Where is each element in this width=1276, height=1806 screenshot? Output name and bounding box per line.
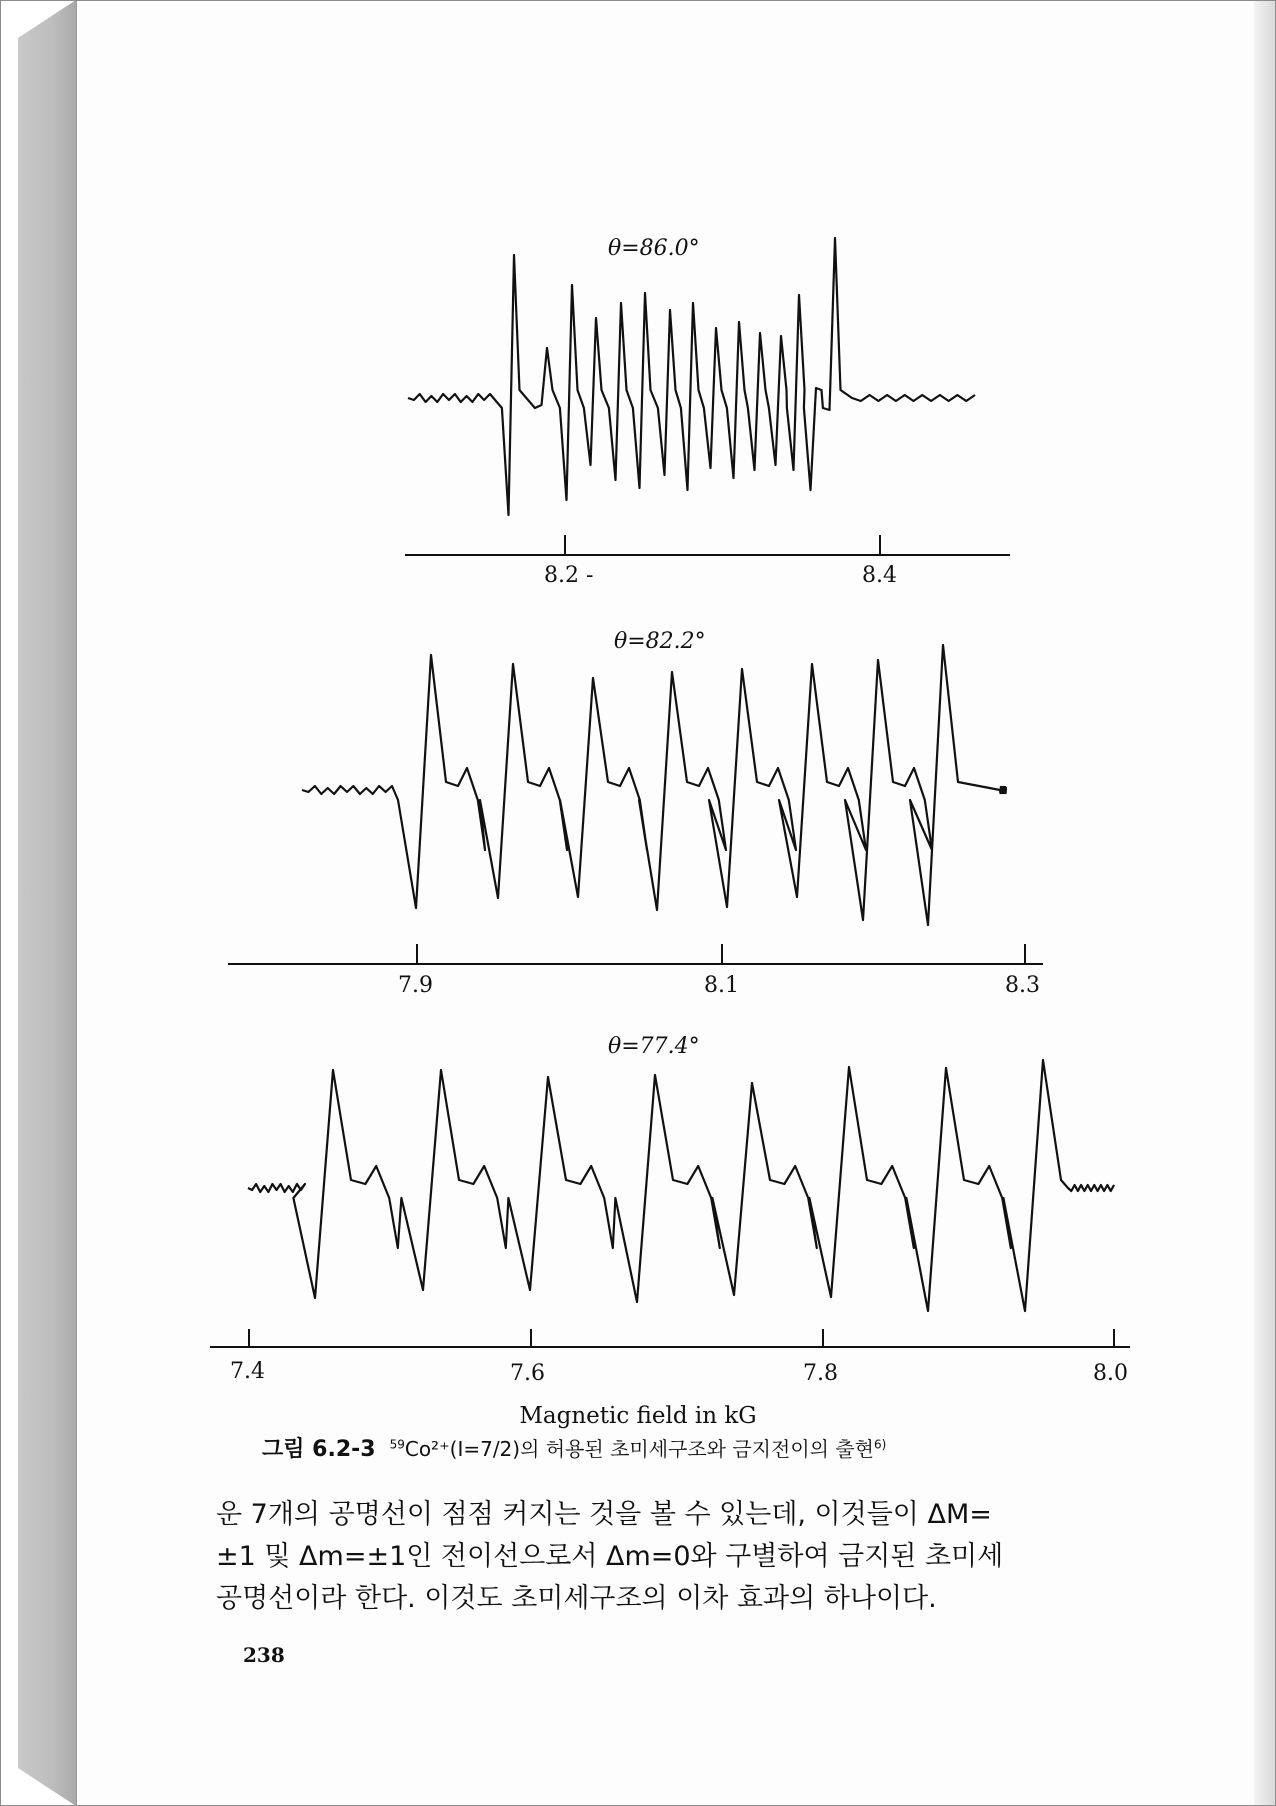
panel-2-title: θ=82.2° — [614, 629, 706, 654]
body-paragraph — [216, 1494, 1134, 1620]
panel-3-tick-label-7.4: 7.4 — [230, 1359, 265, 1384]
panel-2-tick-label-8.3: 8.3 — [1005, 973, 1040, 998]
spectrum-panel-3 — [210, 1034, 1130, 1386]
caption-text: Co²⁺(I=7/2)의 허용된 초미세구조와 금지전이의 출현 — [404, 1437, 874, 1461]
panel-3-tick-label-8.0: 8.0 — [1093, 1361, 1128, 1386]
figure-number: 그림 6.2-3 — [262, 1437, 376, 1462]
panel-3-tick-label-7.6: 7.6 — [510, 1361, 545, 1386]
panel-2-tick-label-7.9: 7.9 — [398, 973, 433, 998]
body-line-3: 공명선이라 한다. 이것도 초미세구조의 이차 효과의 하나이다. — [216, 1583, 937, 1614]
panel-1-tick-label-8.2: 8.2 - — [544, 563, 594, 588]
panel-2-trace — [302, 645, 1006, 925]
panel-2-tick-label-8.1: 8.1 — [704, 973, 739, 998]
isotope-mass-number: 59 — [389, 1437, 405, 1452]
panel-1-tick-label-8.4: 8.4 — [862, 563, 897, 588]
panel-1-trace — [408, 238, 975, 515]
figure-caption — [262, 1432, 886, 1463]
spectrum-panel-2 — [228, 629, 1043, 998]
body-line-1: 운 7개의 공명선이 점점 커지는 것을 볼 수 있는데, 이것들이 ΔM= — [216, 1499, 992, 1530]
panel-1-title: θ=86.0° — [608, 236, 700, 261]
page-number: 238 — [243, 1643, 285, 1667]
caption-reference: 6) — [873, 1437, 887, 1452]
spectrum-panel-1 — [405, 236, 1010, 588]
body-line-2: ±1 및 Δm=±1인 전이선으로서 Δm=0와 구별하여 금지된 초미세 — [216, 1541, 1004, 1572]
panel-3-title: θ=77.4° — [608, 1034, 700, 1059]
panel-3-trace — [248, 1060, 1114, 1311]
panel-3-tick-label-7.8: 7.8 — [803, 1361, 838, 1386]
x-axis-label: Magnetic field in kG — [519, 1403, 757, 1429]
